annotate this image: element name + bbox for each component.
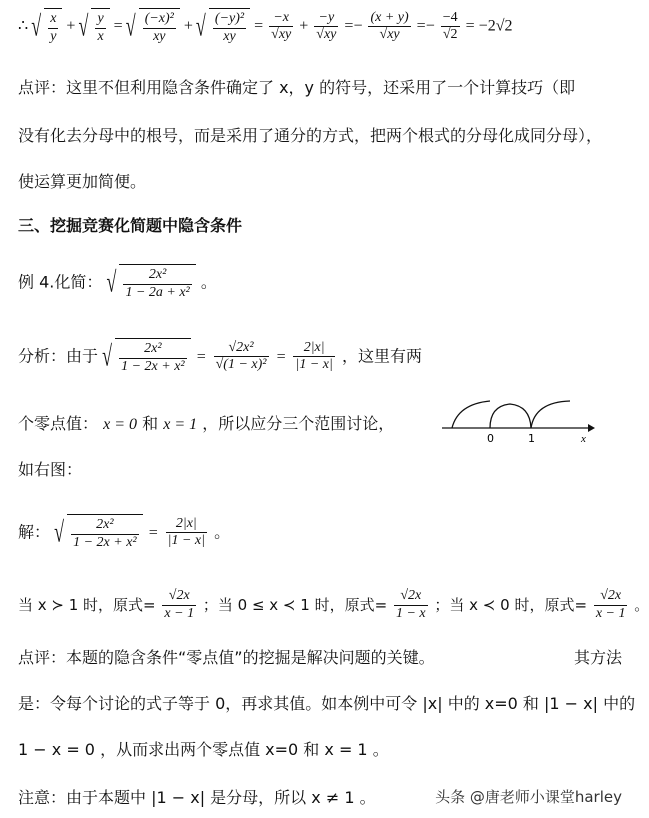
- note-line: 注意：由于本题中 |1 − x| 是分母，所以 x ≠ 1 。: [18, 788, 376, 807]
- tick-label-1: 1: [528, 432, 535, 445]
- comment-2-line-1-tail: 其方法: [573, 648, 622, 667]
- example-expression: √ $\frac{\text{2x²}}{\text{1 − 2a + x²}}$: [107, 264, 195, 302]
- case-2-fraction: $\frac{√2x}{1 - x}$: [395, 588, 426, 621]
- example-4: 例 4.化简： √ $\frac{\text{2x²}}{\text{1 − 2a + x²}}$ 。: [18, 264, 217, 302]
- cases-line: 当 x ≻ 1 时，原式= $\frac{√2x}{x - 1}$ ；当 0 ≤ x ≺ 1 时，原式= $\frac{√2x}{1 - x}$ ；当 x ≺ 0 时，原式= $\frac{√2x}{x - 1}$ 。: [18, 588, 649, 621]
- formula-result: −2√2: [478, 17, 513, 35]
- comment-2-line-3: 1 − x = 0 ，从而求出两个零点值 x=0 和 x = 1 。: [18, 740, 389, 759]
- analysis-label: 分析：由于: [18, 346, 99, 366]
- formula-line-1: ∴ √ $\frac{x}{y}$ + √ $\frac{y}{x}$ = √ $\frac{\text{(−x)²}}{xy}$ + √ $\frac{\text{(−y)²}}{xy}$ = $\frac{-x}{√xy}$ + $\frac{-y}{√xy}$ =− $\frac{(x + y)}{√xy}$ =− $\frac{-4}{√2}$ = −2√2: [18, 8, 512, 46]
- therefore-symbol: ∴: [18, 17, 29, 35]
- x-plus-y-over-sqrt-xy: $\frac{(x + y)}{√xy}$: [370, 9, 409, 43]
- neg-x-over-sqrt-xy: $\frac{-x}{√xy}$: [271, 9, 292, 43]
- solution-label: 解：: [18, 522, 51, 542]
- analysis-middle-fraction: $\frac{\text{√2x²}}{\text{√(1 − x)²}}$: [215, 339, 267, 373]
- comment-1-line-2: 没有化去分母中的根号，而是采用了通分的方式，把两个根式的分母化成同分母），: [18, 126, 603, 145]
- section-title: 三、挖掘竞赛化简题中隐含条件: [18, 216, 243, 235]
- tick-label-0: 0: [487, 432, 494, 445]
- sqrt-neg-x-sq-over-xy: √ $\frac{\text{(−x)²}}{xy}$: [127, 8, 180, 46]
- analysis-expression: √ $\frac{\text{2x²}}{\text{1 − 2x + x²}}$: [103, 338, 191, 376]
- comment-1-line-1: 点评：这里不但利用隐含条件确定了 x，y 的符号，还采用了一个计算技巧（即: [18, 78, 576, 97]
- arc-right: [531, 401, 570, 428]
- neg-y-over-sqrt-xy: $\frac{-y}{√xy}$: [316, 9, 337, 43]
- comment-2-line-1: 点评：本题的隐含条件“零点值”的挖掘是解决问题的关键。 其方法: [18, 648, 622, 667]
- axis-arrow: [588, 424, 595, 432]
- arc-left: [452, 401, 490, 428]
- solution-right-fraction: $\frac{2|x|}{|1 - x|}$: [167, 515, 205, 549]
- sqrt-neg-y-sq-over-xy: √ $\frac{\text{(−y)²}}{xy}$: [197, 8, 250, 46]
- analysis-right-fraction: $\frac{2|x|}{|1 - x|}$: [295, 339, 333, 373]
- analysis-line-2: 个零点值： x = 0 和 x = 1 ，所以应分三个范围讨论，: [18, 414, 395, 433]
- case-1-fraction: $\frac{√2x}{x - 1}$: [164, 588, 195, 621]
- solution-line: 解： √ $\frac{\text{2x²}}{\text{1 − 2x + x²}}$ = $\frac{2|x|}{|1 - x|}$ 。: [18, 514, 230, 552]
- neg4-over-sqrt2: $\frac{-4}{√2}$: [442, 9, 458, 43]
- comment-2-line-2: 是：令每个讨论的式子等于 0，再求其值。如本例中可令 |x| 中的 x=0 和 |1 − x| 中的: [18, 694, 636, 713]
- sqrt-x-over-y: √ $\frac{x}{y}$: [32, 8, 62, 46]
- arc-middle: [490, 404, 531, 428]
- example-label: 例 4.化简：: [18, 272, 103, 292]
- solution-expression: √ $\frac{\text{2x²}}{\text{1 − 2x + x²}}$: [55, 514, 143, 552]
- number-line-diagram: [440, 396, 600, 446]
- axis-label-x: x: [581, 433, 586, 445]
- analysis-line-1: 分析：由于 √ $\frac{\text{2x²}}{\text{1 − 2x + x²}}$ = $\frac{\text{√2x²}}{\text{√(1 − x)²}}$ = $\frac{2|x|}{|1 - x|}$ ，这里有两: [18, 338, 422, 376]
- sqrt-y-over-x: √ $\frac{y}{x}$: [79, 8, 109, 46]
- analysis-line-3: 如右图：: [18, 460, 83, 479]
- case-3-fraction: $\frac{√2x}{x - 1}$: [595, 588, 626, 621]
- watermark: 头条 @唐老师小课堂harley: [435, 788, 622, 806]
- comment-1-line-3: 使运算更加简便。: [18, 172, 147, 191]
